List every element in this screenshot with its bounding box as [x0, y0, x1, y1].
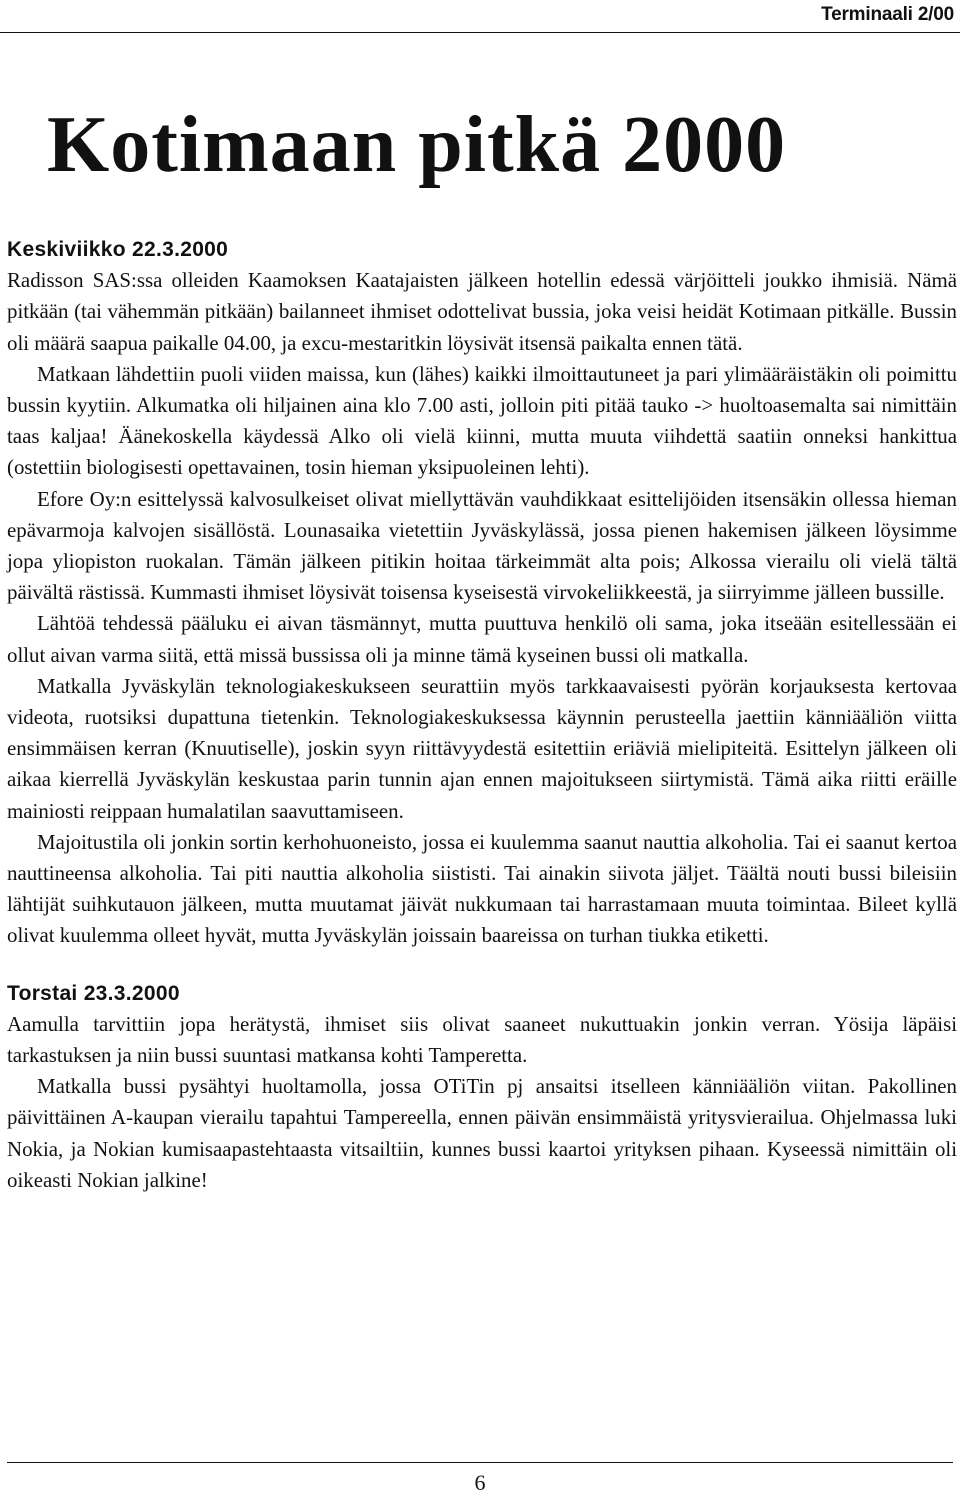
section-wednesday	[7, 234, 957, 952]
section-spacer	[7, 952, 957, 978]
section-date-heading: Torstai 23.3.2000	[7, 981, 180, 1005]
paragraph: Matkalla Jyväskylän teknologiakeskukseen seurattiin myös tarkkaavaisesti pyörän korjauksesta kertovaa videota, ruotsiksi dupattuna tietenkin. Teknologiakeskuksessa käynnin perusteella jaettiin känniääliön viitta ensimmäisen kerran (Knuutiselle), joskin syyn riittävyydestä esitettiin eriäviä mielipiteitä. Esittelyn jälkeen oli aikaa kierrellä Jyväskylän keskustaa parin tunnin ajan ennen majoitukseen siirtymistä. Tämä aika riitti eräille mainiosti reippaan humalatilan saavuttamiseen.	[7, 673, 957, 823]
header-rule	[0, 32, 960, 33]
page-number: 6	[474, 1470, 486, 1495]
running-header	[0, 0, 960, 40]
section-thursday	[7, 978, 957, 1196]
paragraph: Radisson SAS:ssa olleiden Kaamoksen Kaatajaisten jälkeen hotellin edessä värjöitteli joukko ihmisiä. Nämä pitkään (tai vähemmän pitkään) bailanneet ihmiset odottelivat bussia, joka veisi heidät Kotimaan pitkälle. Bussin oli määrä saapua paikalle 04.00, ja excu-mestaritkin löysivät itsensä paikalta ennen tätä.	[7, 268, 957, 355]
paragraph: Matkalla bussi pysähtyi huoltamolla, jossa OTiTin pj ansaitsi itselleen känniääliön viitan. Pakollinen päivittäinen A-kaupan vierailu tapahtui Tampereella, ennen päivän ensimmäistä yritysvierailua. Ohjelmassa luki Nokia, ja Nokian kumisaapastehtaasta vitsailtiin, kunnes bussi kaartoi yrityksen pihaan. Kyseessä nimittäin oli oikeasti Nokian jalkine!	[7, 1074, 957, 1192]
article-title: Kotimaan pitkä 2000	[47, 101, 787, 189]
article-body	[7, 234, 957, 1196]
footer-rule	[7, 1462, 953, 1463]
paragraph: Efore Oy:n esittelyssä kalvosulkeiset olivat miellyttävän vauhdikkaat esittelijöiden itsensäkin ollessa hieman epävarmoja kalvojen sisällöstä. Lounasaika vietettiin Jyväskylässä, jossa pienen hakemisen jälkeen löysimme jopa yliopiston ruokalan. Tämän jälkeen pitikin hoitaa tärkeimmät alta pois; Alkossa vierailu oli vielä tältä päivältä rästissä. Kummasti ihmiset löysivät toisensa kyseisestä virvokeliikkeestä, ja siirryimme jälleen bussille.	[7, 486, 957, 605]
publication-label: Terminaali 2/00	[821, 4, 954, 25]
paragraph: Aamulla tarvittiin jopa herätystä, ihmiset siis olivat saaneet nukuttuakin jonkin verran. Yösija läpäisi tarkastuksen ja niin bussi suuntasi matkansa kohti Tamperetta.	[7, 1011, 957, 1068]
paragraph: Matkaan lähdettiin puoli viiden maissa, kun (lähes) kaikki ilmoittautuneet ja pari ylimääräistäkin oli poimittu bussin kyytiin. Alkumatka oli hiljainen aina klo 7.00 asti, jolloin piti pitää tauko -> huoltoasemalta sai nimittäin taas kaljaa! Äänekoskella käydessä Alko oli vielä kiinni, mutta muuta viihdettä saatiin onneksi hankittua (ostettiin biologisesti opettavainen, tosin hieman yksipuoleinen lehti).	[7, 361, 957, 480]
section-date-heading: Keskiviikko 22.3.2000	[7, 238, 229, 261]
paragraph: Majoitustila oli jonkin sortin kerhohuoneisto, jossa ei kuulemma saanut nauttia alkoholia. Tai ei saanut kertoa nauttineensa alkoholia. Tai piti nauttia alkoholia siististi. Tai ainakin siivota jäljet. Täältä nouti bussi bileisiin lähtijät suihkutauon jälkeen, mutta muutamat jäivät nukkumaan tai harrastamaan muuta toimintaa. Bileet kyllä olivat kuulemma olleet hyvät, mutta Jyväskylän joissain baareissa on turhan tiukka etiketti.	[7, 829, 957, 948]
paragraph: Lähtöä tehdessä pääluku ei aivan täsmännyt, mutta puuttuva henkilö oli sama, joka itseään esitellessään ei ollut aivan varma siitä, että missä bussissa oli ja minne tämä kyseinen bussi oli matkalla.	[7, 611, 957, 667]
